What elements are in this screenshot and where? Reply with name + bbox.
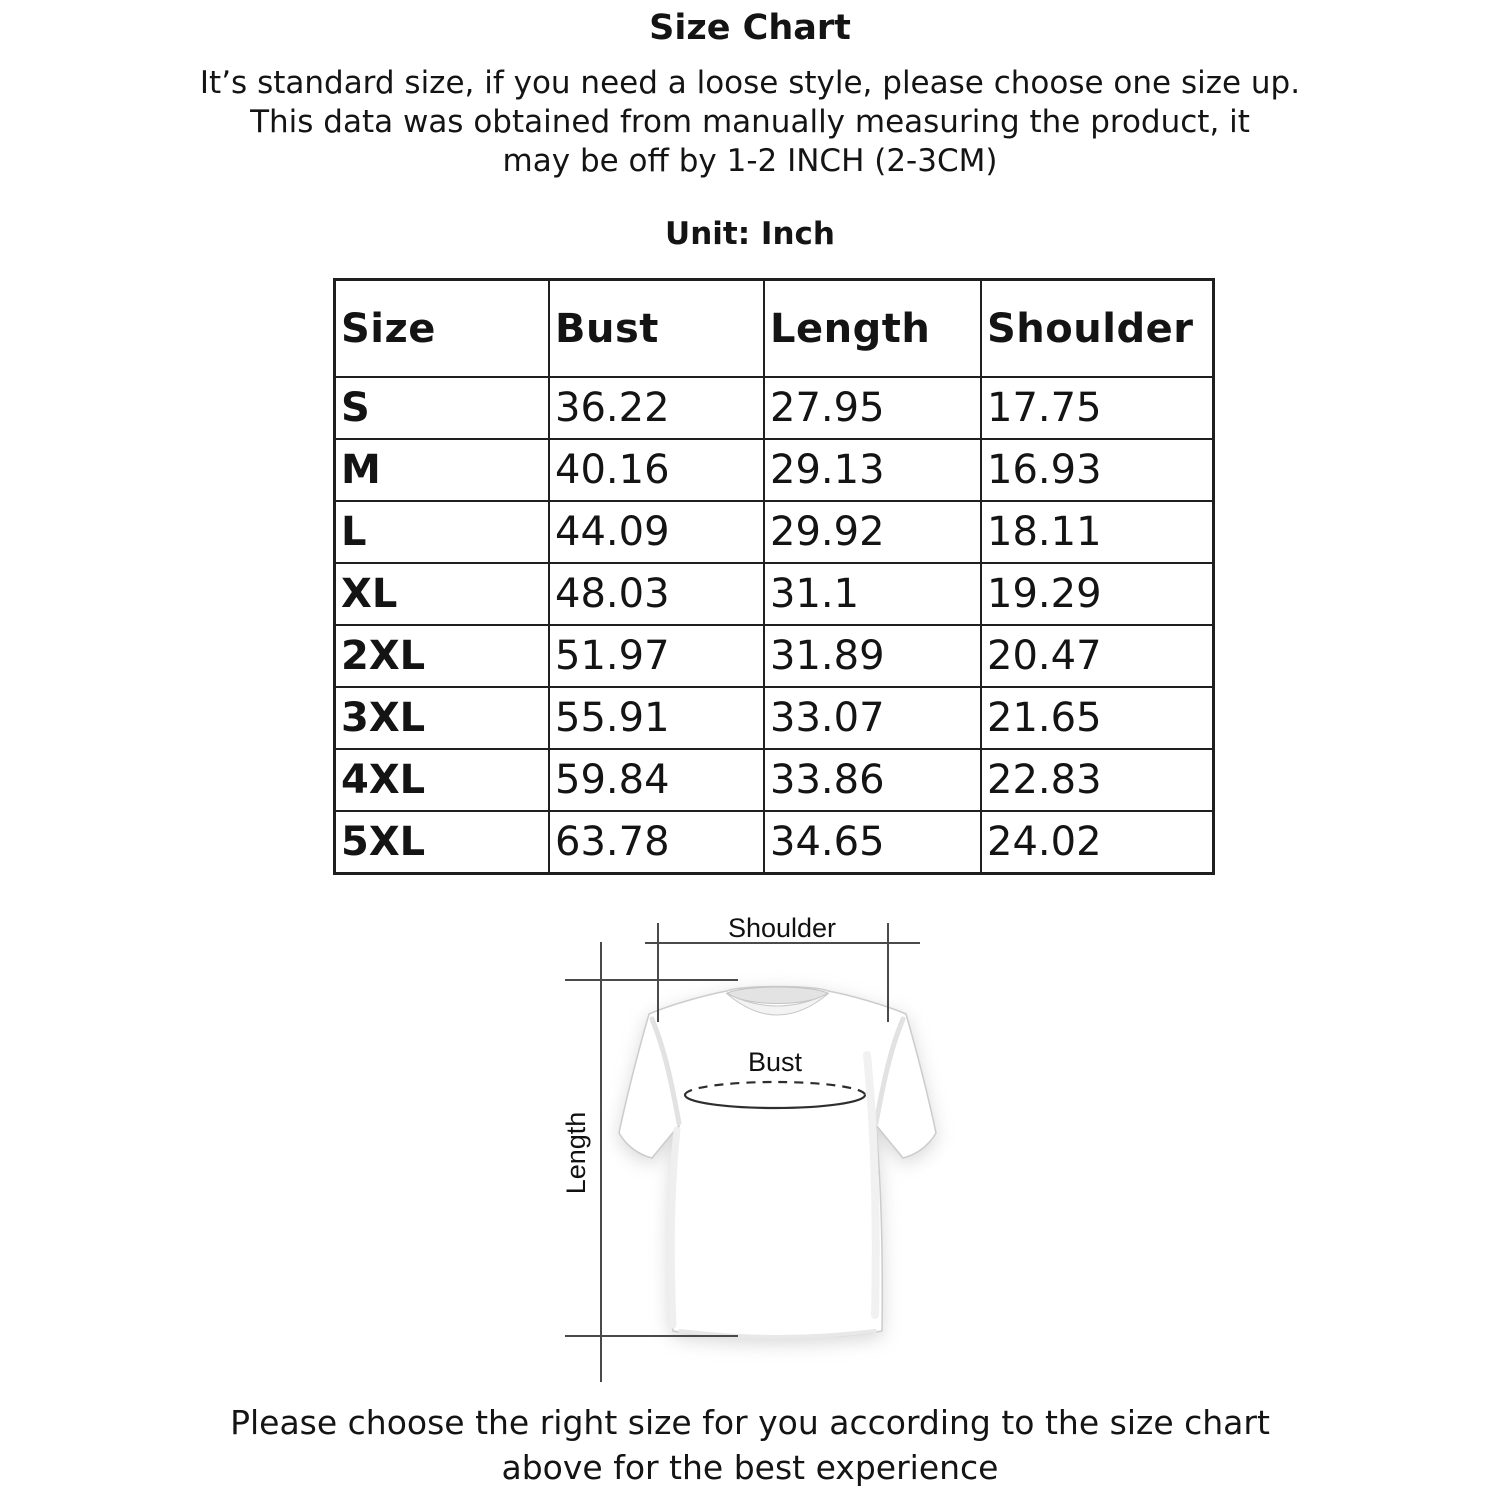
table-row-5xl (335, 811, 1214, 874)
tshirt-illustration (619, 987, 936, 1338)
value-cell: 33.07 (764, 687, 981, 749)
shoulder-label: Shoulder (727, 913, 837, 943)
tshirt-measurement-diagram (545, 895, 1005, 1390)
table-row-4xl (335, 749, 1214, 811)
table-row-l (335, 501, 1214, 563)
table-row-m (335, 439, 1214, 501)
tshirt-body (619, 987, 936, 1338)
page-title: Size Chart (649, 8, 851, 48)
value-cell: 34.65 (764, 811, 981, 874)
size-cell: 5XL (335, 811, 550, 874)
footer-note (0, 1400, 1500, 1490)
value-cell: 22.83 (981, 749, 1214, 811)
value-cell: 19.29 (981, 563, 1214, 625)
unit-label: Unit: Inch (665, 216, 835, 252)
value-cell: 59.84 (549, 749, 764, 811)
footer-line-1: Please choose the right size for you according to the size chart (230, 1403, 1270, 1442)
size-note-line-3: may be off by 1-2 INCH (2-3CM) (502, 143, 998, 179)
column-header-length: Length (764, 280, 981, 378)
size-cell: S (335, 377, 550, 439)
value-cell: 29.13 (764, 439, 981, 501)
table-row-xl (335, 563, 1214, 625)
size-note-line-2: This data was obtained from manually measuring the product, it (250, 104, 1250, 140)
size-cell: XL (335, 563, 550, 625)
value-cell: 31.89 (764, 625, 981, 687)
value-cell: 20.47 (981, 625, 1214, 687)
value-cell: 44.09 (549, 501, 764, 563)
column-header-shoulder: Shoulder (981, 280, 1214, 378)
size-cell: M (335, 439, 550, 501)
size-table (333, 278, 1215, 875)
length-label: Length (561, 1111, 591, 1195)
value-cell: 40.16 (549, 439, 764, 501)
value-cell: 17.75 (981, 377, 1214, 439)
size-cell: L (335, 501, 550, 563)
bust-label: Bust (747, 1047, 803, 1077)
size-note-line-1: It’s standard size, if you need a loose style, please choose one size up. (199, 65, 1301, 101)
column-header-size: Size (335, 280, 550, 378)
header-row (335, 280, 1214, 378)
size-table-header (335, 280, 1214, 378)
value-cell: 21.65 (981, 687, 1214, 749)
value-cell: 18.11 (981, 501, 1214, 563)
footer-line-2: above for the best experience (501, 1448, 999, 1487)
size-cell: 2XL (335, 625, 550, 687)
size-cell: 3XL (335, 687, 550, 749)
table-row-2xl (335, 625, 1214, 687)
value-cell: 63.78 (549, 811, 764, 874)
value-cell: 31.1 (764, 563, 981, 625)
column-header-bust: Bust (549, 280, 764, 378)
table-row-3xl (335, 687, 1214, 749)
value-cell: 51.97 (549, 625, 764, 687)
size-table-body (335, 377, 1214, 874)
value-cell: 33.86 (764, 749, 981, 811)
value-cell: 48.03 (549, 563, 764, 625)
size-cell: 4XL (335, 749, 550, 811)
value-cell: 55.91 (549, 687, 764, 749)
table-row-s (335, 377, 1214, 439)
value-cell: 16.93 (981, 439, 1214, 501)
size-note (0, 64, 1500, 181)
value-cell: 24.02 (981, 811, 1214, 874)
value-cell: 36.22 (549, 377, 764, 439)
value-cell: 29.92 (764, 501, 981, 563)
value-cell: 27.95 (764, 377, 981, 439)
